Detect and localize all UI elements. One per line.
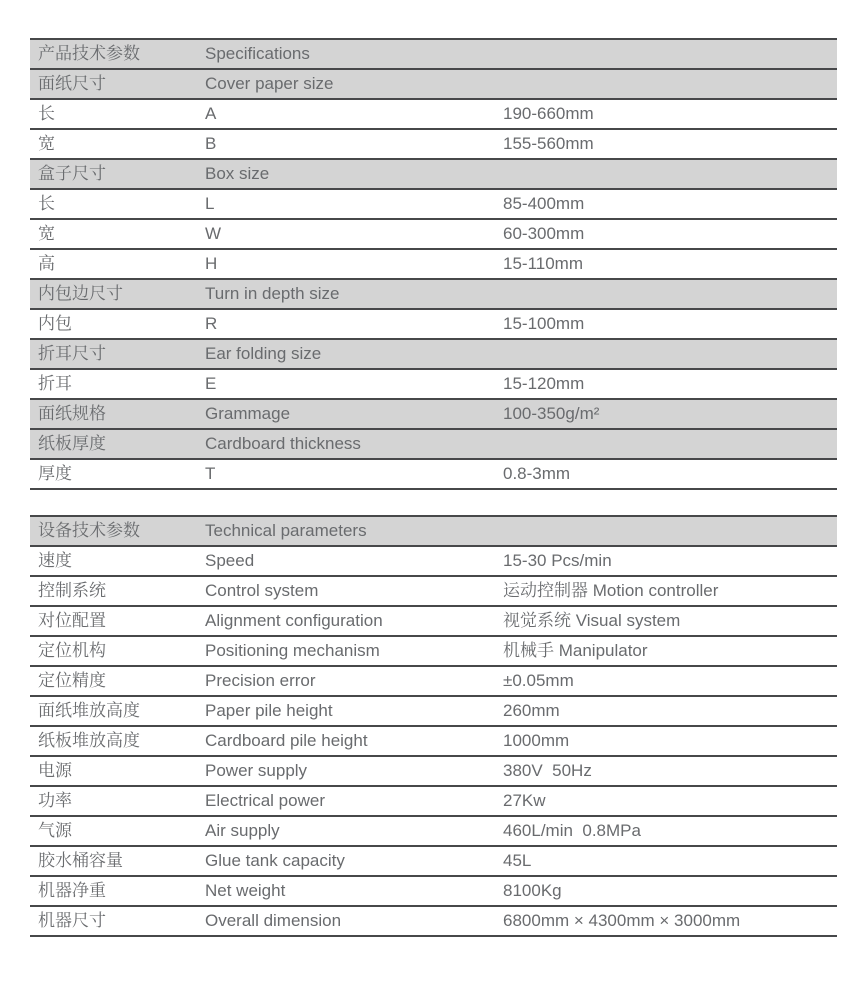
spec-label-en: W <box>205 224 222 243</box>
spec-value: 380V 50Hz <box>503 761 592 780</box>
spec-label-en: Technical parameters <box>205 521 367 540</box>
spec-value: 15-100mm <box>503 314 585 333</box>
spec-label-zh: 定位机构 <box>38 641 106 660</box>
spec-row <box>30 220 837 250</box>
spec-value: 1000mm <box>503 731 570 750</box>
spec-label-en: Specifications <box>205 44 310 63</box>
spec-row <box>30 907 837 937</box>
spec-row <box>30 847 837 877</box>
spec-row <box>30 697 837 727</box>
spec-row <box>30 310 837 340</box>
spec-label-en: Net weight <box>205 881 286 900</box>
spec-value <box>503 160 837 188</box>
spec-label-en: T <box>205 464 216 483</box>
spec-label-en: Glue tank capacity <box>205 851 345 870</box>
spec-value: 45L <box>503 851 532 870</box>
spec-row <box>30 607 837 637</box>
spec-label-zh: 盒子尺寸 <box>38 164 106 183</box>
spec-value: 155-560mm <box>503 134 594 153</box>
spec-value: 15-110mm <box>503 254 583 273</box>
section-header-row <box>30 160 837 190</box>
spec-label-zh: 折耳尺寸 <box>38 344 106 363</box>
spec-label-zh: 气源 <box>38 821 72 840</box>
spec-label-en: A <box>205 104 217 123</box>
spec-label-zh: 高 <box>38 254 55 273</box>
spec-row <box>30 370 837 400</box>
spec-label-zh: 折耳 <box>38 374 72 393</box>
spec-label-zh: 功率 <box>38 791 72 810</box>
spec-label-zh: 内包边尺寸 <box>38 284 123 303</box>
spec-value: 85-400mm <box>503 194 585 213</box>
spec-label-en: Speed <box>205 551 255 570</box>
technical-parameters-table <box>30 515 837 937</box>
spec-label-zh: 面纸尺寸 <box>38 74 106 93</box>
spec-row <box>30 787 837 817</box>
spec-value: 运动控制器 Motion controller <box>503 581 719 600</box>
spec-label-en: Cardboard pile height <box>205 731 368 750</box>
spec-label-en: Air supply <box>205 821 280 840</box>
spec-label-en: Alignment configuration <box>205 611 383 630</box>
spec-label-en: Precision error <box>205 671 316 690</box>
spec-label-en: Overall dimension <box>205 911 342 930</box>
spec-value: 0.8-3mm <box>503 464 571 483</box>
spec-value: ±0.05mm <box>503 671 574 690</box>
spec-label-zh: 定位精度 <box>38 671 106 690</box>
spec-value: 100-350g/m² <box>503 404 600 423</box>
spec-label-en: Turn in depth size <box>205 284 340 303</box>
spec-row <box>30 130 837 160</box>
spec-label-en: Positioning mechanism <box>205 641 380 660</box>
spec-value <box>503 340 837 368</box>
spec-row <box>30 877 837 907</box>
spec-label-zh: 电源 <box>38 761 72 780</box>
spec-label-zh: 长 <box>38 104 55 123</box>
spec-label-en: L <box>205 194 215 213</box>
spec-row <box>30 100 837 130</box>
spec-value <box>503 517 837 545</box>
spec-value <box>503 430 837 458</box>
spec-value: 机械手 Manipulator <box>503 641 648 660</box>
spec-row <box>30 547 837 577</box>
spec-value: 视觉系统 Visual system <box>503 611 681 630</box>
section-header-row <box>30 517 837 547</box>
spec-label-zh: 宽 <box>38 134 55 153</box>
spec-label-zh: 产品技术参数 <box>38 44 140 63</box>
section-header-row <box>30 430 837 460</box>
spec-label-zh: 内包 <box>38 314 72 333</box>
section-header-row <box>30 40 837 70</box>
section-header-row <box>30 400 837 430</box>
spec-value: 260mm <box>503 701 560 720</box>
spec-value: 190-660mm <box>503 104 594 123</box>
spec-row <box>30 757 837 787</box>
spec-label-zh: 设备技术参数 <box>38 521 140 540</box>
section-header-row <box>30 340 837 370</box>
specifications-table <box>30 38 837 490</box>
spec-row <box>30 727 837 757</box>
spec-label-en: Electrical power <box>205 791 325 810</box>
spec-label-zh: 面纸规格 <box>38 404 106 423</box>
spec-label-en: Power supply <box>205 761 308 780</box>
spec-row <box>30 577 837 607</box>
spec-value: 460L/min 0.8MPa <box>503 821 641 840</box>
spec-label-zh: 机器尺寸 <box>38 911 106 930</box>
spec-row <box>30 667 837 697</box>
spec-label-zh: 长 <box>38 194 55 213</box>
spec-label-zh: 控制系统 <box>38 581 106 600</box>
spec-value: 27Kw <box>503 791 546 810</box>
spec-value: 15-120mm <box>503 374 585 393</box>
spec-label-en: E <box>205 374 217 393</box>
spec-value: 6800mm × 4300mm × 3000mm <box>503 911 741 930</box>
spec-value: 60-300mm <box>503 224 585 243</box>
spec-label-zh: 对位配置 <box>38 611 106 630</box>
spec-label-zh: 宽 <box>38 224 55 243</box>
spec-label-zh: 纸板厚度 <box>38 434 106 453</box>
spec-row <box>30 460 837 490</box>
spec-value <box>503 70 837 98</box>
spec-label-zh: 机器净重 <box>38 881 106 900</box>
spec-label-zh: 速度 <box>38 551 72 570</box>
spec-label-en: H <box>205 254 218 273</box>
spec-label-en: Cover paper size <box>205 74 334 93</box>
spec-row <box>30 817 837 847</box>
spec-label-en: Control system <box>205 581 319 600</box>
section-header-row <box>30 70 837 100</box>
spec-row <box>30 637 837 667</box>
spec-value: 15-30 Pcs/min <box>503 551 612 570</box>
spec-label-zh: 纸板堆放高度 <box>38 731 140 750</box>
spec-value: 8100Kg <box>503 881 562 900</box>
spec-label-en: Paper pile height <box>205 701 333 720</box>
spec-label-zh: 厚度 <box>38 464 72 483</box>
spec-value <box>503 280 837 308</box>
spec-label-en: Box size <box>205 164 270 183</box>
spec-label-zh: 面纸堆放高度 <box>38 701 140 720</box>
spec-label-en: R <box>205 314 218 333</box>
spec-label-en: Grammage <box>205 404 291 423</box>
section-header-row <box>30 280 837 310</box>
spec-label-zh: 胶水桶容量 <box>38 851 123 870</box>
spec-value <box>503 40 837 68</box>
spec-label-en: Ear folding size <box>205 344 322 363</box>
spec-row <box>30 250 837 280</box>
spec-row <box>30 190 837 220</box>
spec-label-en: B <box>205 134 217 153</box>
spec-label-en: Cardboard thickness <box>205 434 361 453</box>
